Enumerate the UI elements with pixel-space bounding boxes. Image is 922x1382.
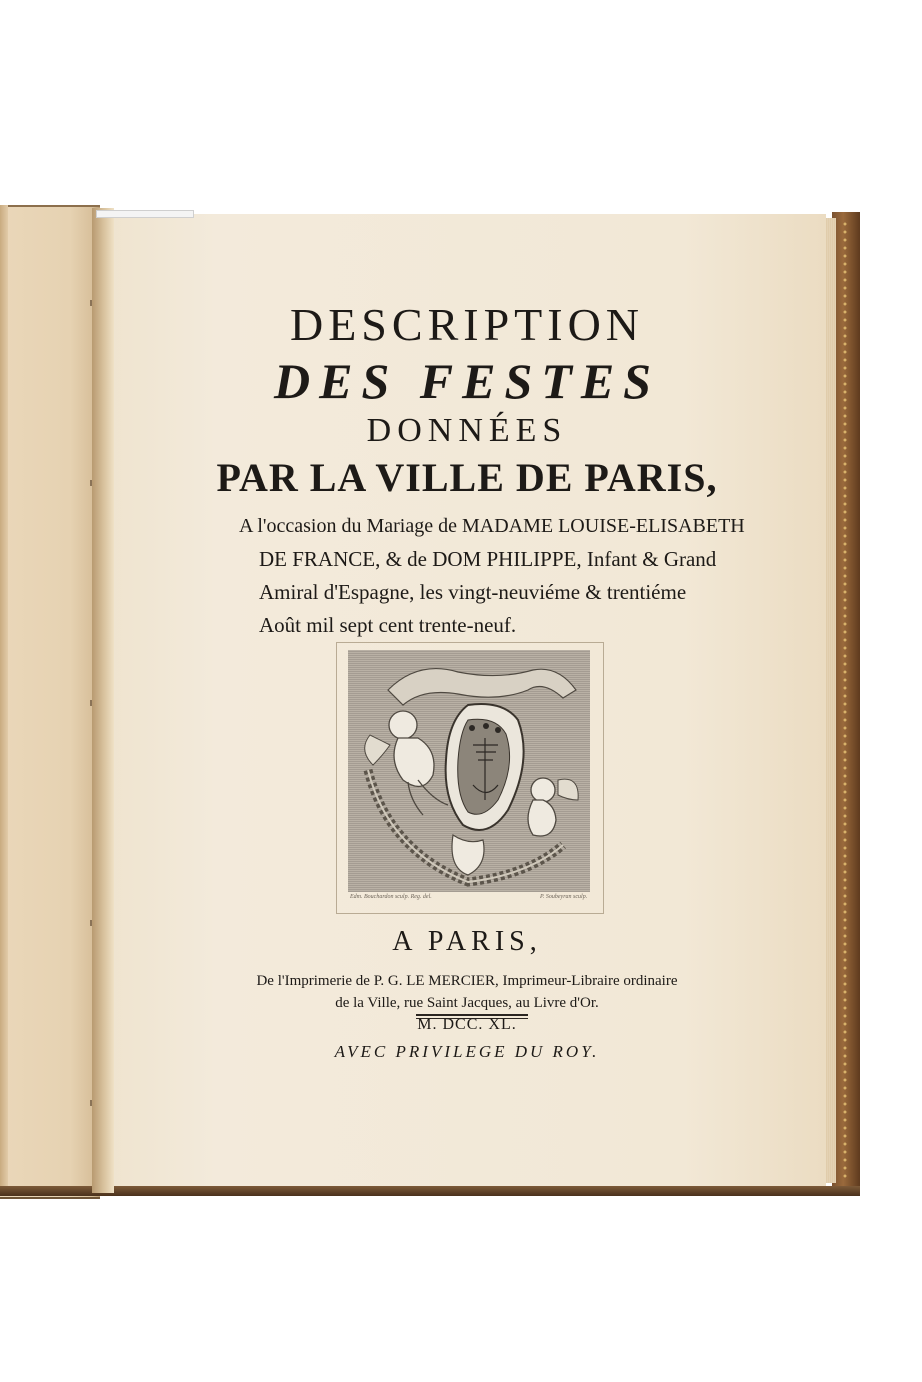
imprint-line: De l'Imprimerie de P. G. LE MERCIER, Imprimeur-Libraire ordinaire xyxy=(256,973,678,989)
bottom-board-edge xyxy=(0,1186,860,1196)
left-page-edge xyxy=(0,205,8,1195)
privilege-line: AVEC PRIVILEGE DU ROY. xyxy=(334,1042,600,1061)
engraver-signature: Edm. Bouchardon sculp. Reg. del. xyxy=(350,894,432,900)
occasion-line: DE FRANCE, & de DOM PHILIPPE, Infant & Grand xyxy=(259,547,717,571)
title-line-par-la-ville: PAR LA VILLE DE PARIS, xyxy=(216,455,718,500)
imprint-text xyxy=(108,970,826,1014)
occasion-line: Août mil sept cent trente-neuf. xyxy=(259,613,517,637)
imprint-place: A PARIS, xyxy=(392,926,542,957)
putti-cartouche-illustration xyxy=(348,650,590,892)
vignette-engraving xyxy=(348,650,590,892)
imprint-date: M. DCC. XL. xyxy=(417,1016,517,1033)
engraver-signature: P. Soubeyran sculp. xyxy=(540,894,588,900)
left-flyleaf xyxy=(0,205,100,1199)
title-line-donnees: DONNÉES xyxy=(366,412,568,449)
imprint-line: de la Ville, rue Saint Jacques, au Livre d'Or. xyxy=(335,995,599,1011)
occasion-line: A l'occasion du Mariage de MADAME LOUISE-ELISABETH xyxy=(239,515,745,537)
occasion-line: Amiral d'Espagne, les vingt-neuviéme & trentiéme xyxy=(259,580,687,604)
title-page xyxy=(108,214,826,1186)
title-line-description: DESCRIPTION xyxy=(289,299,645,350)
paper-tab xyxy=(96,210,194,218)
spine-gutter xyxy=(92,208,114,1193)
title-line-des-festes: DES FESTES xyxy=(274,353,660,409)
gilt-dentelle-border xyxy=(842,220,848,1180)
occasion-paragraph xyxy=(239,510,759,642)
